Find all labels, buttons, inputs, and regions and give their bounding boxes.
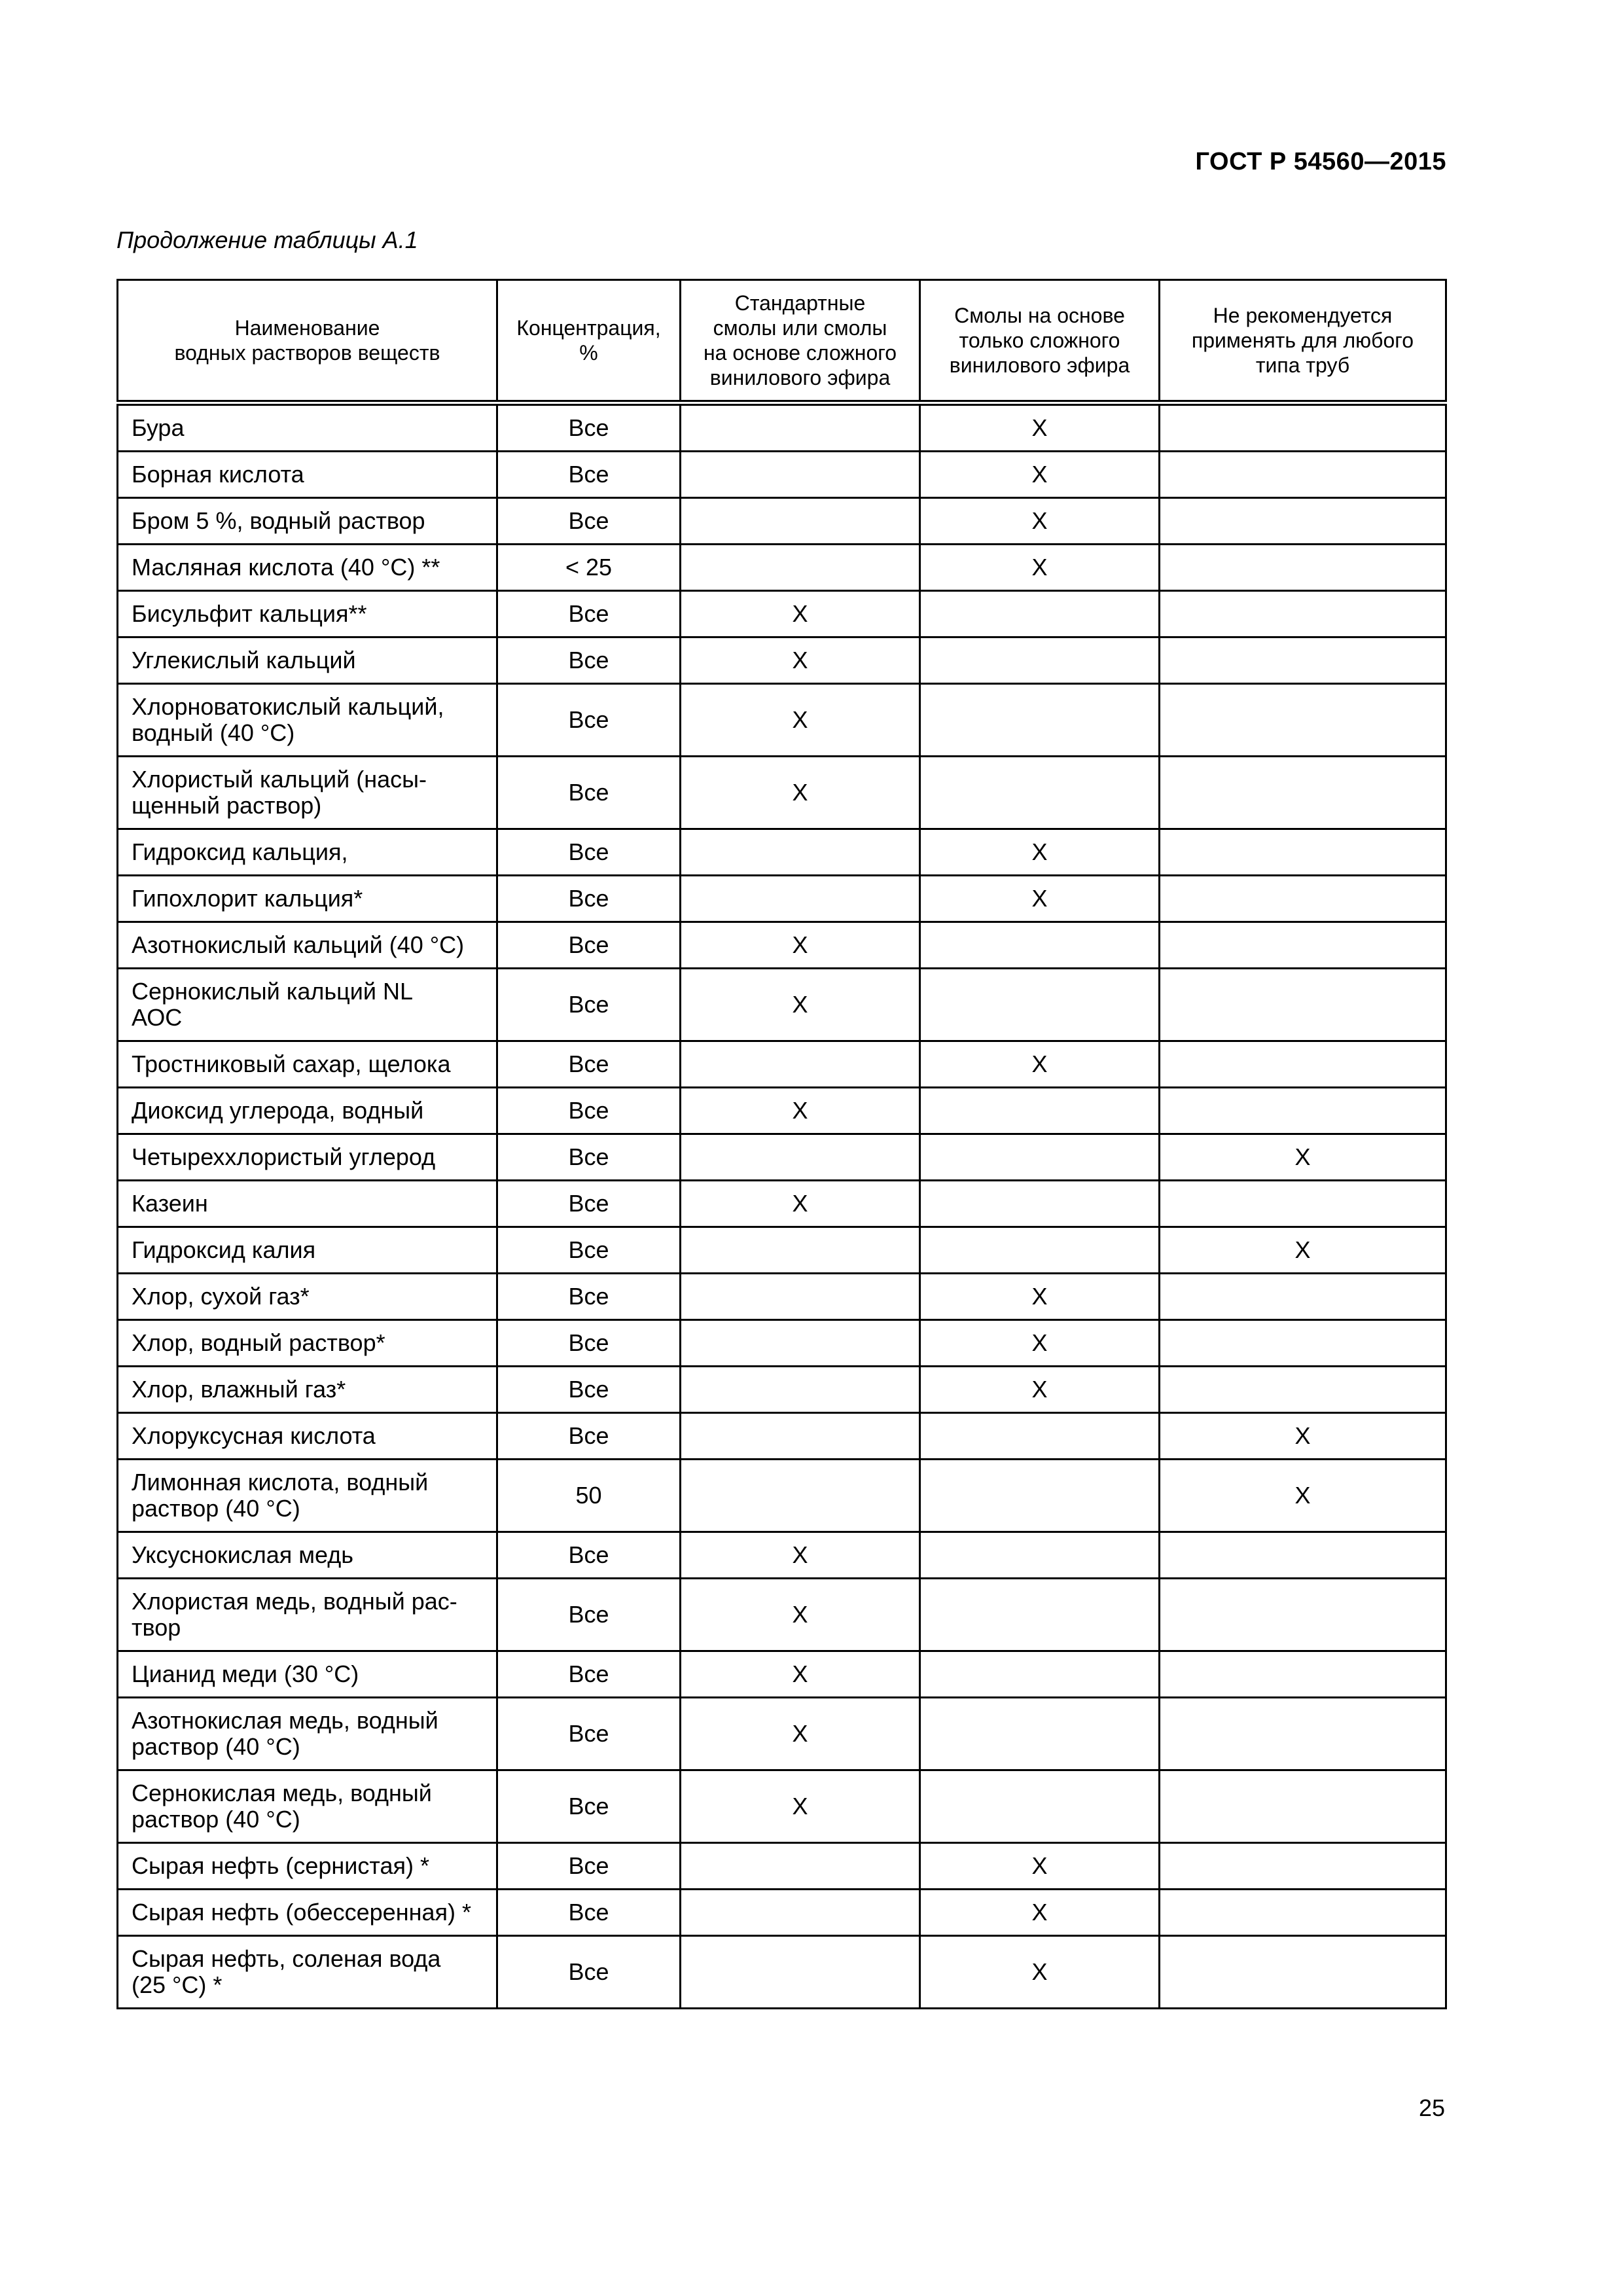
- table-row: [118, 591, 1446, 637]
- cell-standard-resins: [681, 1413, 920, 1460]
- cell-not-recommended: [1160, 591, 1446, 637]
- cell-not-recommended: [1160, 403, 1446, 452]
- cell-concentration: Все: [497, 1890, 681, 1936]
- cell-vinyl-ester-resins: [920, 1088, 1160, 1134]
- cell-standard-resins: X: [681, 1088, 920, 1134]
- cell-substance: Сырая нефть, соленая вода (25 °С) *: [118, 1936, 497, 2009]
- cell-standard-resins: [681, 1460, 920, 1532]
- cell-vinyl-ester-resins: [920, 1579, 1160, 1651]
- chemical-resistance-table: [116, 279, 1447, 2009]
- cell-vinyl-ester-resins: X: [920, 403, 1160, 452]
- cell-vinyl-ester-resins: [920, 1227, 1160, 1274]
- cell-substance: Сырая нефть (сернистая) *: [118, 1843, 497, 1890]
- cell-substance: Сернокислый кальций NL АОС: [118, 969, 497, 1041]
- cell-concentration: Все: [497, 1413, 681, 1460]
- cell-vinyl-ester-resins: [920, 1460, 1160, 1532]
- cell-not-recommended: [1160, 829, 1446, 876]
- cell-vinyl-ester-resins: [920, 922, 1160, 969]
- cell-vinyl-ester-resins: [920, 1181, 1160, 1227]
- cell-not-recommended: [1160, 498, 1446, 545]
- cell-vinyl-ester-resins: X: [920, 452, 1160, 498]
- cell-concentration: Все: [497, 757, 681, 829]
- cell-vinyl-ester-resins: [920, 591, 1160, 637]
- cell-not-recommended: [1160, 684, 1446, 757]
- cell-not-recommended: [1160, 922, 1446, 969]
- cell-standard-resins: [681, 403, 920, 452]
- cell-concentration: Все: [497, 922, 681, 969]
- cell-substance: Хлор, сухой газ*: [118, 1274, 497, 1320]
- table-header-row: [118, 280, 1446, 403]
- cell-standard-resins: X: [681, 969, 920, 1041]
- cell-vinyl-ester-resins: [920, 1770, 1160, 1843]
- cell-concentration: Все: [497, 1367, 681, 1413]
- cell-substance: Хлористый кальций (насы- щенный раствор): [118, 757, 497, 829]
- cell-vinyl-ester-resins: X: [920, 545, 1160, 591]
- cell-not-recommended: [1160, 1274, 1446, 1320]
- cell-not-recommended: [1160, 1320, 1446, 1367]
- cell-standard-resins: [681, 876, 920, 922]
- table-row: [118, 1274, 1446, 1320]
- table-row: [118, 1843, 1446, 1890]
- cell-standard-resins: [681, 1274, 920, 1320]
- cell-concentration: Все: [497, 1227, 681, 1274]
- cell-substance: Бром 5 %, водный раствор: [118, 498, 497, 545]
- table-row: [118, 1936, 1446, 2009]
- cell-substance: Масляная кислота (40 °С) **: [118, 545, 497, 591]
- cell-not-recommended: X: [1160, 1227, 1446, 1274]
- cell-not-recommended: [1160, 1890, 1446, 1936]
- cell-vinyl-ester-resins: X: [920, 829, 1160, 876]
- cell-not-recommended: X: [1160, 1460, 1446, 1532]
- cell-vinyl-ester-resins: [920, 1651, 1160, 1698]
- cell-not-recommended: [1160, 1843, 1446, 1890]
- cell-substance: Уксуснокислая медь: [118, 1532, 497, 1579]
- cell-substance: Казеин: [118, 1181, 497, 1227]
- cell-concentration: Все: [497, 1698, 681, 1770]
- cell-vinyl-ester-resins: X: [920, 1320, 1160, 1367]
- table-row: [118, 876, 1446, 922]
- cell-substance: Диоксид углерода, водный: [118, 1088, 497, 1134]
- cell-substance: Хлорноватокислый кальций, водный (40 °С): [118, 684, 497, 757]
- cell-vinyl-ester-resins: [920, 969, 1160, 1041]
- cell-not-recommended: [1160, 637, 1446, 684]
- cell-substance: Хлоруксусная кислота: [118, 1413, 497, 1460]
- cell-substance: Бура: [118, 403, 497, 452]
- cell-standard-resins: [681, 1320, 920, 1367]
- cell-standard-resins: X: [681, 1579, 920, 1651]
- cell-substance: Лимонная кислота, водный раствор (40 °С): [118, 1460, 497, 1532]
- cell-vinyl-ester-resins: X: [920, 1936, 1160, 2009]
- cell-vinyl-ester-resins: X: [920, 1367, 1160, 1413]
- table-row: [118, 1134, 1446, 1181]
- table-row: [118, 1320, 1446, 1367]
- cell-not-recommended: [1160, 1367, 1446, 1413]
- cell-concentration: Все: [497, 452, 681, 498]
- table-row: [118, 1698, 1446, 1770]
- cell-not-recommended: X: [1160, 1134, 1446, 1181]
- column-header-standard-resins: Стандартные смолы или смолы на основе сложного винилового эфира: [681, 280, 920, 403]
- cell-not-recommended: [1160, 876, 1446, 922]
- table-row: [118, 1651, 1446, 1698]
- table-row: [118, 545, 1446, 591]
- cell-not-recommended: [1160, 1041, 1446, 1088]
- cell-not-recommended: [1160, 1651, 1446, 1698]
- cell-vinyl-ester-resins: X: [920, 1274, 1160, 1320]
- cell-standard-resins: X: [681, 922, 920, 969]
- cell-standard-resins: [681, 1890, 920, 1936]
- table-body: [118, 403, 1446, 2009]
- cell-vinyl-ester-resins: X: [920, 876, 1160, 922]
- cell-substance: Сернокислая медь, водный раствор (40 °С): [118, 1770, 497, 1843]
- table-caption: Продолжение таблицы А.1: [116, 226, 418, 253]
- cell-vinyl-ester-resins: [920, 1532, 1160, 1579]
- cell-concentration: Все: [497, 1651, 681, 1698]
- cell-concentration: Все: [497, 1579, 681, 1651]
- cell-vinyl-ester-resins: X: [920, 1843, 1160, 1890]
- cell-concentration: 50: [497, 1460, 681, 1532]
- cell-concentration: Все: [497, 1088, 681, 1134]
- cell-concentration: < 25: [497, 545, 681, 591]
- cell-concentration: Все: [497, 829, 681, 876]
- cell-concentration: Все: [497, 1134, 681, 1181]
- table-row: [118, 1413, 1446, 1460]
- cell-vinyl-ester-resins: [920, 637, 1160, 684]
- cell-not-recommended: X: [1160, 1413, 1446, 1460]
- table-row: [118, 403, 1446, 452]
- table-row: [118, 969, 1446, 1041]
- table-row: [118, 1227, 1446, 1274]
- table-row: [118, 1460, 1446, 1532]
- cell-concentration: Все: [497, 1936, 681, 2009]
- cell-standard-resins: [681, 545, 920, 591]
- cell-not-recommended: [1160, 969, 1446, 1041]
- cell-concentration: Все: [497, 1843, 681, 1890]
- cell-vinyl-ester-resins: [920, 1698, 1160, 1770]
- cell-concentration: Все: [497, 876, 681, 922]
- cell-standard-resins: X: [681, 757, 920, 829]
- cell-concentration: Все: [497, 637, 681, 684]
- cell-standard-resins: X: [681, 1181, 920, 1227]
- cell-not-recommended: [1160, 1181, 1446, 1227]
- table-row: [118, 637, 1446, 684]
- cell-vinyl-ester-resins: [920, 684, 1160, 757]
- cell-standard-resins: [681, 1843, 920, 1890]
- cell-not-recommended: [1160, 757, 1446, 829]
- cell-substance: Азотнокислый кальций (40 °С): [118, 922, 497, 969]
- cell-concentration: Все: [497, 1274, 681, 1320]
- cell-substance: Гидроксид кальция,: [118, 829, 497, 876]
- cell-substance: Тростниковый сахар, щелока: [118, 1041, 497, 1088]
- cell-concentration: Все: [497, 1320, 681, 1367]
- cell-standard-resins: X: [681, 637, 920, 684]
- cell-substance: Бисульфит кальция**: [118, 591, 497, 637]
- table-row: [118, 757, 1446, 829]
- cell-vinyl-ester-resins: X: [920, 1041, 1160, 1088]
- cell-substance: Хлор, водный раствор*: [118, 1320, 497, 1367]
- table-row: [118, 1532, 1446, 1579]
- column-header-not-recommended: Не рекомендуется применять для любого типа труб: [1160, 280, 1446, 403]
- cell-concentration: Все: [497, 498, 681, 545]
- cell-standard-resins: [681, 829, 920, 876]
- cell-standard-resins: X: [681, 1698, 920, 1770]
- cell-vinyl-ester-resins: [920, 1134, 1160, 1181]
- standard-id-header: ГОСТ Р 54560—2015: [1195, 148, 1446, 175]
- cell-not-recommended: [1160, 1532, 1446, 1579]
- cell-not-recommended: [1160, 1088, 1446, 1134]
- cell-substance: Гидроксид калия: [118, 1227, 497, 1274]
- cell-vinyl-ester-resins: [920, 757, 1160, 829]
- cell-substance: Борная кислота: [118, 452, 497, 498]
- table-row: [118, 829, 1446, 876]
- cell-concentration: Все: [497, 684, 681, 757]
- cell-substance: Цианид меди (30 °С): [118, 1651, 497, 1698]
- table-row: [118, 1770, 1446, 1843]
- cell-standard-resins: [681, 1134, 920, 1181]
- cell-vinyl-ester-resins: [920, 1413, 1160, 1460]
- cell-standard-resins: X: [681, 1770, 920, 1843]
- table-row: [118, 498, 1446, 545]
- cell-standard-resins: [681, 1227, 920, 1274]
- cell-vinyl-ester-resins: X: [920, 1890, 1160, 1936]
- table-row: [118, 684, 1446, 757]
- column-header-substance: Наименование водных растворов веществ: [118, 280, 497, 403]
- column-header-concentration: Концентрация, %: [497, 280, 681, 403]
- cell-not-recommended: [1160, 1579, 1446, 1651]
- cell-substance: Углекислый кальций: [118, 637, 497, 684]
- cell-not-recommended: [1160, 452, 1446, 498]
- table-row: [118, 1041, 1446, 1088]
- cell-substance: Хлор, влажный газ*: [118, 1367, 497, 1413]
- cell-not-recommended: [1160, 1698, 1446, 1770]
- cell-standard-resins: X: [681, 1651, 920, 1698]
- cell-standard-resins: [681, 452, 920, 498]
- table-row: [118, 1088, 1446, 1134]
- cell-standard-resins: X: [681, 684, 920, 757]
- cell-standard-resins: [681, 1367, 920, 1413]
- cell-not-recommended: [1160, 545, 1446, 591]
- column-header-vinyl-ester-resins: Смолы на основе только сложного винилового эфира: [920, 280, 1160, 403]
- cell-concentration: Все: [497, 1041, 681, 1088]
- table-row: [118, 1181, 1446, 1227]
- cell-standard-resins: [681, 1936, 920, 2009]
- table-row: [118, 1367, 1446, 1413]
- cell-concentration: Все: [497, 1770, 681, 1843]
- cell-substance: Гипохлорит кальция*: [118, 876, 497, 922]
- cell-concentration: Все: [497, 969, 681, 1041]
- page-number: 25: [1418, 2094, 1445, 2121]
- table-row: [118, 452, 1446, 498]
- cell-concentration: Все: [497, 403, 681, 452]
- table-row: [118, 1890, 1446, 1936]
- table-row: [118, 922, 1446, 969]
- cell-not-recommended: [1160, 1770, 1446, 1843]
- cell-substance: Сырая нефть (обессеренная) *: [118, 1890, 497, 1936]
- cell-concentration: Все: [497, 1181, 681, 1227]
- cell-substance: Четыреххлористый углерод: [118, 1134, 497, 1181]
- cell-vinyl-ester-resins: X: [920, 498, 1160, 545]
- cell-standard-resins: X: [681, 1532, 920, 1579]
- cell-concentration: Все: [497, 1532, 681, 1579]
- table-row: [118, 1579, 1446, 1651]
- cell-substance: Хлористая медь, водный рас- твор: [118, 1579, 497, 1651]
- cell-concentration: Все: [497, 591, 681, 637]
- cell-standard-resins: [681, 1041, 920, 1088]
- cell-standard-resins: X: [681, 591, 920, 637]
- cell-not-recommended: [1160, 1936, 1446, 2009]
- cell-standard-resins: [681, 498, 920, 545]
- cell-substance: Азотнокислая медь, водный раствор (40 °С): [118, 1698, 497, 1770]
